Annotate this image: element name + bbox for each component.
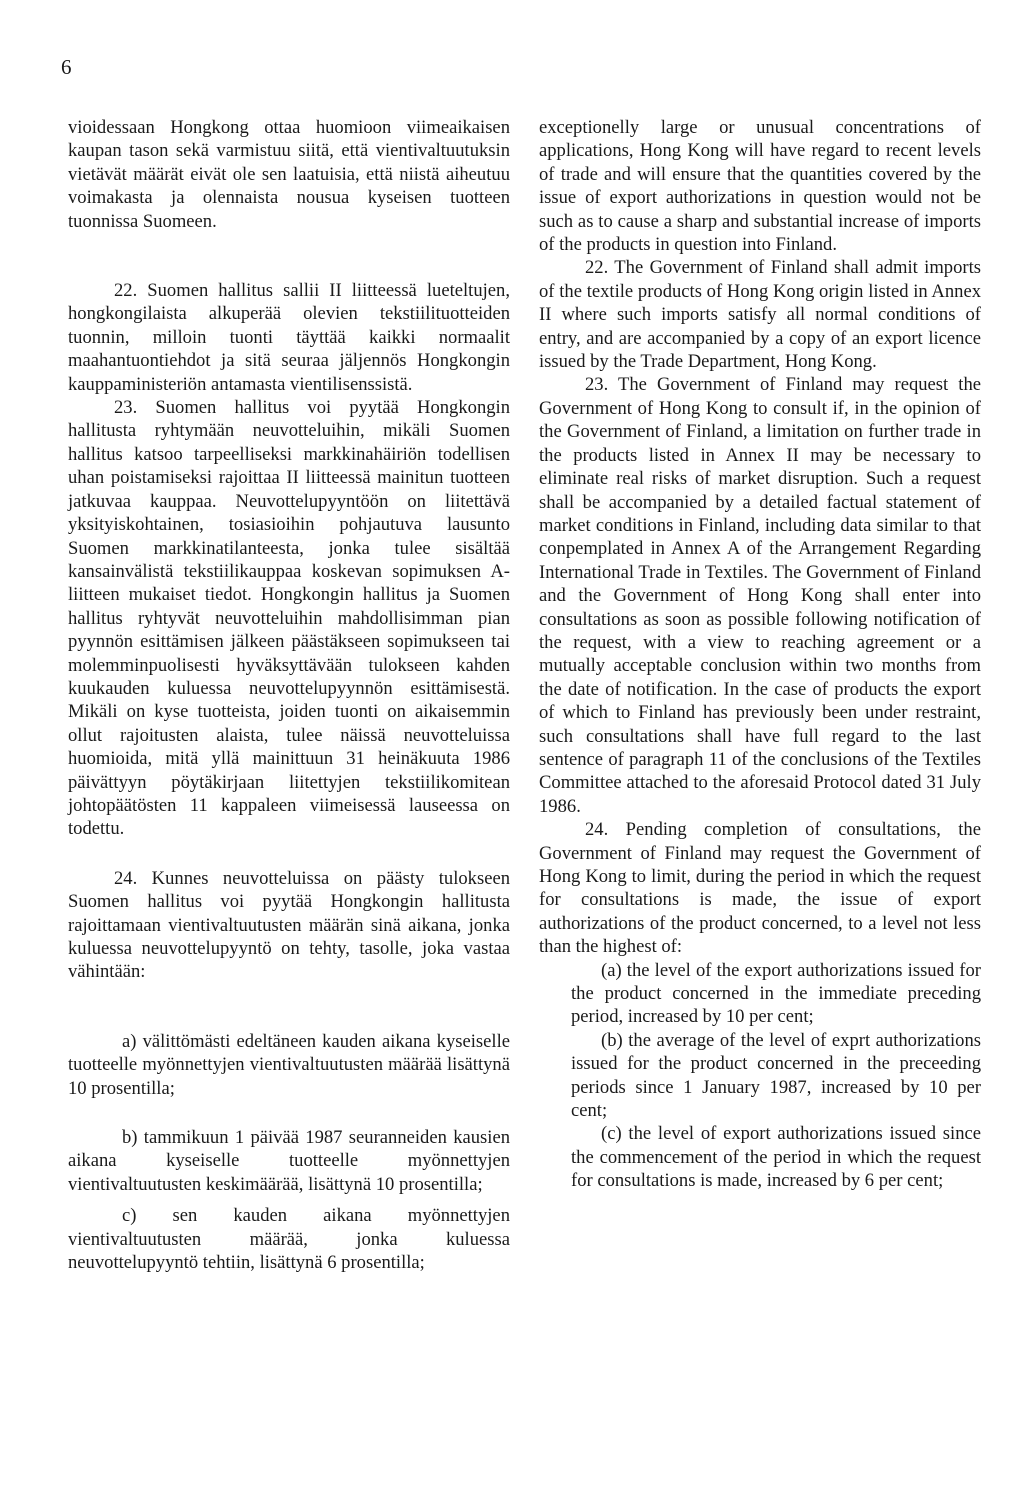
fi-paragraph-21-cont: vioidessaan Hongkong ottaa huomioon viimeaikaisen kaupan tason sekä varmistuu siitä, että vientivaltuutuksin vietävät määrät eivät ole sen laatuisia, että niistä aiheutuu voimakasta ja olennaista nousua kyseisen tuotteen tuonnissa Suomeen. (68, 117, 510, 232)
fi-item-c: c) sen kauden aikana myönnettyjen vientivaltuutusten määrää, jonka kuluessa neuvottelupyyntö tehtiin, lisättynä 6 prosentilla; (68, 1205, 510, 1274)
fi-item-a: a) välittömästi edeltäneen kauden aikana kyseiselle tuotteelle myönnettyjen vientivaltuutusten määrää lisättynä 10 prosentilla; (68, 1030, 510, 1099)
en-item-c: (c) the level of export authorizations issued since the commencement of the period in which the request for consultations is made, increased by 6 per cent; (571, 1123, 981, 1192)
finnish-column (68, 116, 510, 1274)
fi-paragraph-23: 23. Suomen hallitus voi pyytää Hongkongin hallitusta ryhtymään neuvotteluihin, mikäli Suomen hallitus katsoo tarpeelliseksi markkinahäiriön todellisen uhan poistamiseksi rajoittaa II liitteessä mainitun tuotteen jatkuvaa kauppaa. Neuvottelupyyntöön on liitettävä yksityiskohtainen, tosiasioihin pohjautuva lausunto Suomen markkinatilanteesta, jonka tulee sisältää kansainvälistä tekstiilikauppaa koskevan sopimuksen A-liitteen mukaiset tiedot. Hongkongin hallitus ja Suomen hallitus ryhtyvät neuvotteluihin mahdollisimman pian pyynnön esittämisen jälkeen päästäkseen sopimukseen tai molemminpuolisesti hyväksyttävään tulokseen kahden kuukauden kuluessa neuvottelupyynnön esittämisestä. Mikäli on kyse tuotteista, joiden tuonti on aikaisemmin ollut rajoitusten alaista, tulee näissä neuvotteluissa huomioida, mitä yllä mainittuun 31 heinäkuuta 1986 päivättyyn pöytäkirjaan liitettyjen tekstiilikomitean johtopäätösten 11 kappaleen viimeisessä lauseessa on todettu. (68, 397, 510, 840)
page-number: 6 (61, 55, 72, 79)
en-item-a: (a) the level of the export authorizations issued for the product concerned in the immediate preceding period, increased by 10 per cent; (571, 959, 981, 1028)
en-paragraph-22: 22. The Government of Finland shall admit imports of the textile products of Hong Kong origin listed in Annex II where such imports satisfy all normal conditions of entry, and are accompanied by a copy of an export licence issued by the Trade Department, Hong Kong. (539, 257, 981, 373)
english-column (539, 116, 981, 1193)
en-paragraph-21-cont: exceptionelly large or unusual concentrations of applications, Hong Kong will have regard to recent levels of trade and will ensure that the quantities covered by the issue of export authorizations in question would not be such as to cause a sharp and substantial increase of imports of the products in question into Finland. (539, 117, 981, 256)
en-paragraph-24: 24. Pending completion of consultations, the Government of Finland may request the Government of Hong Kong to limit, during the period in which the request for consultations is made, the issue of export authorizations of the product concerned, to a level not less than the highest of: (539, 819, 981, 958)
fi-item-b: b) tammikuun 1 päivää 1987 seuranneiden kausien aikana kyseiselle tuotteelle myönnettyjen vientivaltuutusten keskimäärää, lisättynä 10 prosentilla; (68, 1127, 510, 1195)
en-item-b: (b) the average of the level of exprt authorizations issued for the product concerned in the preceeding periods since 1 January 1987, increased by 10 per cent; (571, 1029, 981, 1122)
en-paragraph-23: 23. The Government of Finland may request the Government of Hong Kong to consult if, in the opinion of the Government of Finland, a limitation on further trade in the products listed in Annex II may be necessary to eliminate real risks of market disruption. Such a request shall be accompanied by a detailed factual statement of market conditions in Finland, including data similar to that conpemplated in Annex A of the Arrangement Regarding International Trade in Textiles. The Government of Finland and the Government of Hong Kong shall enter into consultations as soon as possible following notification of the request, with a view to reaching agreement or a mutually acceptable conclusion within two months from the date of notification. In the case of products the export of which to Finland has previously been under restraint, such consultations shall have full regard to the last sentence of paragraph 11 of the conclusions of the Textiles Committee attached to the aforesaid Protocol dated 31 July 1986. (539, 374, 981, 817)
fi-paragraph-22: 22. Suomen hallitus sallii II liitteessä lueteltujen, hongkongilaista alkuperää olevien tekstiilituotteiden tuonnin, milloin tuonti täyttää kaikki normaalit maahantuontiehdot ja sitä seuraa jäljennös Hongkongin kauppaministeriön antamasta vientilisenssistä. (68, 280, 510, 395)
fi-paragraph-24: 24. Kunnes neuvotteluissa on päästy tulokseen Suomen hallitus voi pyytää Hongkongin hallitusta rajoittamaan vientivaltuutusten määrän sinä aikana, jonka kuluessa neuvottelupyyntö on tehty, tasolle, joka vastaa vähintään: (68, 867, 510, 983)
